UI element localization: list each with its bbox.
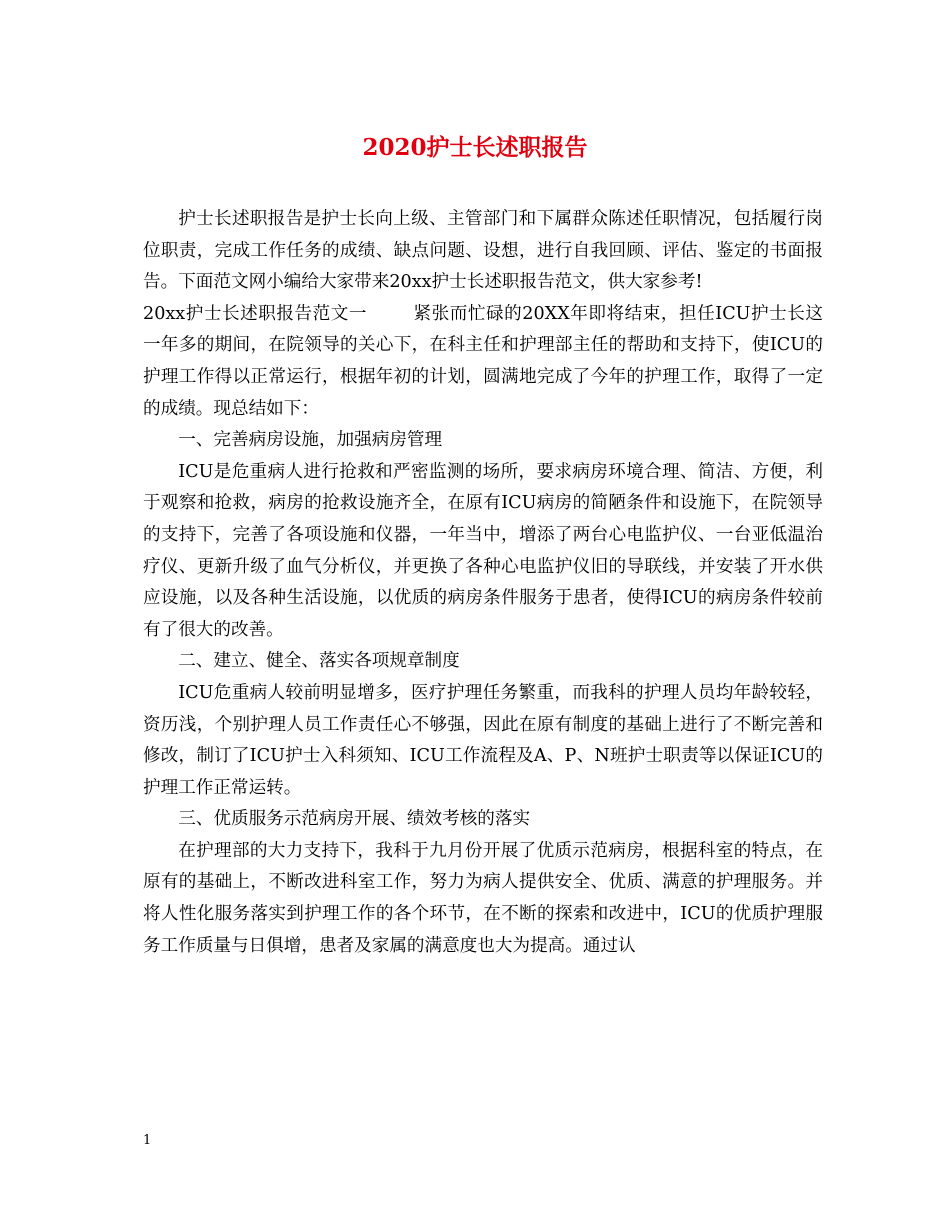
section-1-heading: 一、完善病房设施，加强病房管理 [178,430,443,451]
sample-opening-text: 紧张而忙碌的20XX年即将结束，担任ICU护士长这一年多的期间，在院领导的关心下，在科主任和护理部主任的帮助和支持下，使ICU的护理工作得以正常运行，根据年初的计划，圆满地完成了今年的护理工作，取得了一定的成绩。现总结如下： [143,303,823,419]
section-1-body: ICU是危重病人进行抢救和严密监测的场所，要求病房环境合理、简洁、方便，利于观察和抢救，病房的抢救设施齐全，在原有ICU病房的简陋条件和设施下，在院领导的支持下，完善了各项设施和仪器，一年当中，增添了两台心电监护仪、一台亚低温治疗仪、更新升级了血气分析仪，并更换了各种心电监护仪旧的导联线，并安装了开水供应设施，以及各种生活设施，以优质的病房条件服务于患者，使得ICU的病房条件较前有了很大的改善。 [143,461,823,640]
sample-opening-paragraph [143,299,823,425]
section-2-heading: 二、建立、健全、落实各项规章制度 [178,651,460,672]
sample-label: 20xx护士长述职报告范文一 [143,303,368,324]
page-number: 1 [143,1133,152,1148]
document-title: 2020护士长述职报告 [362,134,588,161]
section-3-body: 在护理部的大力支持下，我科于九月份开展了优质示范病房，根据科室的特点，在原有的基础上，不断改进科室工作，努力为病人提供安全、优质、满意的护理服务。并将人性化服务落实到护理工作的各个环节，在不断的探索和改进中，ICU的优质护理服务工作质量与日俱增，患者及家属的满意度也大为提高。通过认 [143,840,823,956]
intro-paragraph: 护士长述职报告是护士长向上级、主管部门和下属群众陈述任职情况，包括履行岗位职责，完成工作任务的成绩、缺点问题、设想，进行自我回顾、评估、鉴定的书面报告。下面范文网小编给大家带来20xx护士长述职报告范文，供大家参考! [143,209,823,293]
document-body [143,204,823,962]
section-3-heading: 三、优质服务示范病房开展、绩效考核的落实 [178,809,531,830]
section-2-body: ICU危重病人较前明显增多，医疗护理任务繁重，而我科的护理人员均年龄较轻，资历浅，个别护理人员工作责任心不够强，因此在原有制度的基础上进行了不断完善和修改，制订了ICU护士入科须知、ICU工作流程及A、P、N班护士职责等以保证ICU的护理工作正常运转。 [143,682,823,798]
